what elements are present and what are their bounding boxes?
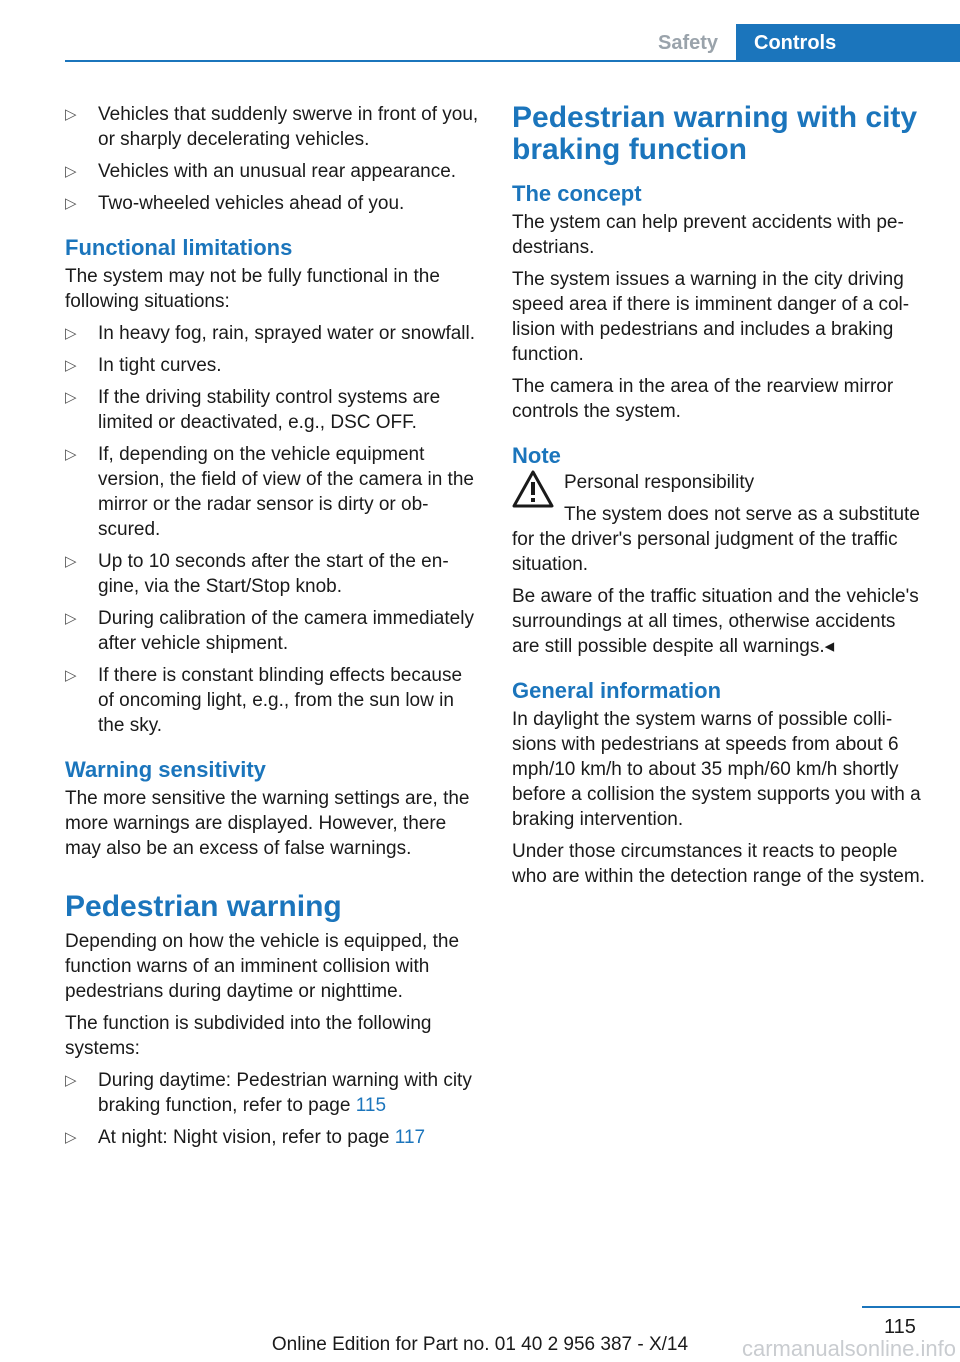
heading-the-concept: The concept <box>512 181 642 206</box>
footer-rule <box>862 1306 960 1308</box>
page-number: 115 <box>884 1316 916 1338</box>
triangle-bullet-icon: ▷ <box>65 610 77 627</box>
left-column <box>65 102 481 1157</box>
triangle-bullet-icon: ▷ <box>65 357 77 374</box>
list-item: ▷ Two-wheeled vehicles ahead of you. <box>65 193 405 214</box>
list-item: ▷ If, depending on the vehicle equipment version, the field of view of the camera in the mirror or the radar sensor is dirty or obscured. <box>65 444 474 540</box>
list-item: ▷ Vehicles with an unusual rear appearance. <box>65 161 457 182</box>
triangle-bullet-icon: ▷ <box>65 1072 77 1089</box>
note-line1: Personal responsibility <box>564 472 755 493</box>
triangle-bullet-icon: ▷ <box>65 163 77 180</box>
concept-p2: The system issues a warning in the city driving speed area if there is imminent danger of a collision with pedestrians and includes a braking function. <box>512 269 910 365</box>
list-item: ▷ Vehicles that suddenly swerve in front of you, or sharply decelerating vehicles. <box>65 104 479 150</box>
triangle-bullet-icon: ▷ <box>65 446 77 463</box>
list-item: ▷ In tight curves. <box>65 355 222 376</box>
general-p2: Under those circumstances it reacts to people who are within the detection range of the system. <box>512 841 925 887</box>
heading-functional-limitations: Functional limitations <box>65 235 293 260</box>
heading-pedestrian-warning: Pedestrian warning <box>65 890 342 923</box>
general-p1: In daylight the system warns of possible collisions with pedestrians at speeds from about 6 mph/10 km/h to about 35 mph/60 km/h shortly before a collision the system supports you with a braking intervention. <box>512 709 921 830</box>
functional-limitations-list <box>65 321 481 738</box>
triangle-bullet-icon: ▷ <box>65 106 77 123</box>
warning-sensitivity-text: The more sensitive the warning settings are, the more warnings are displayed. However, there may also be an excess of false warnings. <box>65 788 470 859</box>
list-item: ▷ If there is constant blinding effects because of oncoming light, e.g., from the sun low in the sky. <box>65 665 463 736</box>
heading-note: Note <box>512 443 561 468</box>
list-item: ▷ Up to 10 seconds after the start of the engine, via the Start/Stop knob. <box>65 551 449 597</box>
list-item: ▷ In heavy fog, rain, sprayed water or snowfall. <box>65 323 476 344</box>
triangle-bullet-icon: ▷ <box>65 1129 77 1146</box>
list-item: ▷ At night: Night vision, refer to page 117 <box>65 1127 426 1148</box>
pedestrian-warning-p1: Depending on how the vehicle is equipped, the function warns of an imminent collision with pedestrians during daytime or nighttime. <box>65 931 460 1002</box>
note-p2: Be aware of the traffic situation and the vehicle's surroundings at all times, otherwise accidents are still possible despite all warnings.◂ <box>512 586 919 657</box>
right-column <box>512 102 928 896</box>
watermark: carmanualsonline.info <box>741 1336 956 1361</box>
functional-limitations-intro: The system may not be fully functional in the following situations: <box>65 266 440 312</box>
warning-triangle-icon <box>512 470 554 508</box>
triangle-bullet-icon: ▷ <box>65 389 77 406</box>
heading-warning-sensitivity: Warning sensitivity <box>65 757 266 782</box>
triangle-bullet-icon: ▷ <box>65 553 77 570</box>
tab-safety[interactable]: Safety <box>657 32 719 54</box>
pedestrian-warning-list <box>65 1068 481 1150</box>
concept-p3: The camera in the area of the rearview mirror controls the system. <box>512 376 894 422</box>
tab-controls[interactable]: Controls <box>736 24 960 62</box>
triangle-bullet-icon: ▷ <box>65 325 77 342</box>
pedestrian-warning-p2: The function is subdivided into the following systems: <box>65 1013 432 1059</box>
triangle-bullet-icon: ▷ <box>65 195 77 212</box>
list-item: ▷ During calibration of the camera immediately after vehicle shipment. <box>65 608 474 654</box>
note-line2: The system does not serve as a substitute for the driver's personal judgment of the traffic situation. <box>512 504 920 575</box>
page-link-117[interactable]: 117 <box>394 1127 426 1148</box>
concept-p1: The ystem can help prevent accidents with pedestrians. <box>512 212 904 258</box>
heading-general-information: General information <box>512 678 722 703</box>
page-link-115[interactable]: 115 <box>355 1095 387 1116</box>
list-item: ▷ During daytime: Pedestrian warning with city braking function, refer to page 115 <box>65 1070 472 1116</box>
edition-footer: Online Edition for Part no. 01 40 2 956 387 - X/14 <box>271 1334 689 1355</box>
triangle-bullet-icon: ▷ <box>65 667 77 684</box>
list-item: ▷ If the driving stability control systems are limited or deactivated, e.g., DSC OFF. <box>65 387 441 433</box>
intro-list <box>65 102 481 216</box>
heading-pedestrian-warning-city-braking: Pedestrian warning with city braking function <box>512 101 918 166</box>
